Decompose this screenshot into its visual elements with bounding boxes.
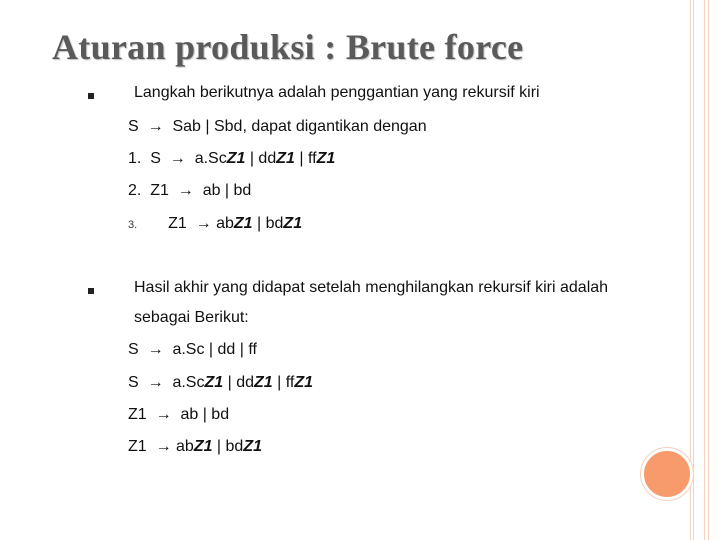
decorative-line: [690, 0, 694, 540]
page-title: Aturan produksi : Brute force: [52, 27, 524, 67]
arrow-icon: →: [177, 182, 194, 199]
rule-3: 3. Z1 → abZ1 | bdZ1: [128, 215, 303, 232]
arrow-icon: →: [169, 150, 186, 167]
bullet-1-text: Langkah berikutnya adalah penggantian yang rekursif kiri: [134, 84, 540, 101]
rule-s-original: S → Sab | Sbd, dapat digantikan dengan: [128, 118, 427, 135]
result-rule-3: Z1 → ab | bd: [128, 406, 230, 423]
arrow-icon: →: [147, 374, 164, 391]
result-rule-1: S → a.Sc | dd | ff: [128, 341, 257, 358]
arrow-icon: →: [147, 341, 164, 358]
arrow-icon: →: [155, 406, 172, 423]
arrow-icon: →: [155, 438, 172, 455]
arrow-icon: →: [195, 215, 212, 232]
rule-2: 2. Z1 → ab | bd: [128, 182, 252, 199]
bullet-marker-2: [88, 288, 94, 294]
arrow-icon: →: [147, 118, 164, 135]
decorative-line: [704, 0, 709, 540]
bullet-marker-1: [88, 93, 94, 99]
bullet-2-text-cont: sebagai Berikut:: [134, 309, 249, 326]
result-rule-4: Z1 → abZ1 | bdZ1: [128, 438, 262, 455]
bullet-2-text: Hasil akhir yang didapat setelah menghilangkan rekursif kiri adalah: [134, 279, 609, 296]
result-rule-2: S → a.ScZ1 | ddZ1 | ffZ1: [128, 374, 313, 391]
rule-1: 1. S → a.ScZ1 | ddZ1 | ffZ1: [128, 150, 336, 167]
decorative-circle: [641, 448, 693, 500]
